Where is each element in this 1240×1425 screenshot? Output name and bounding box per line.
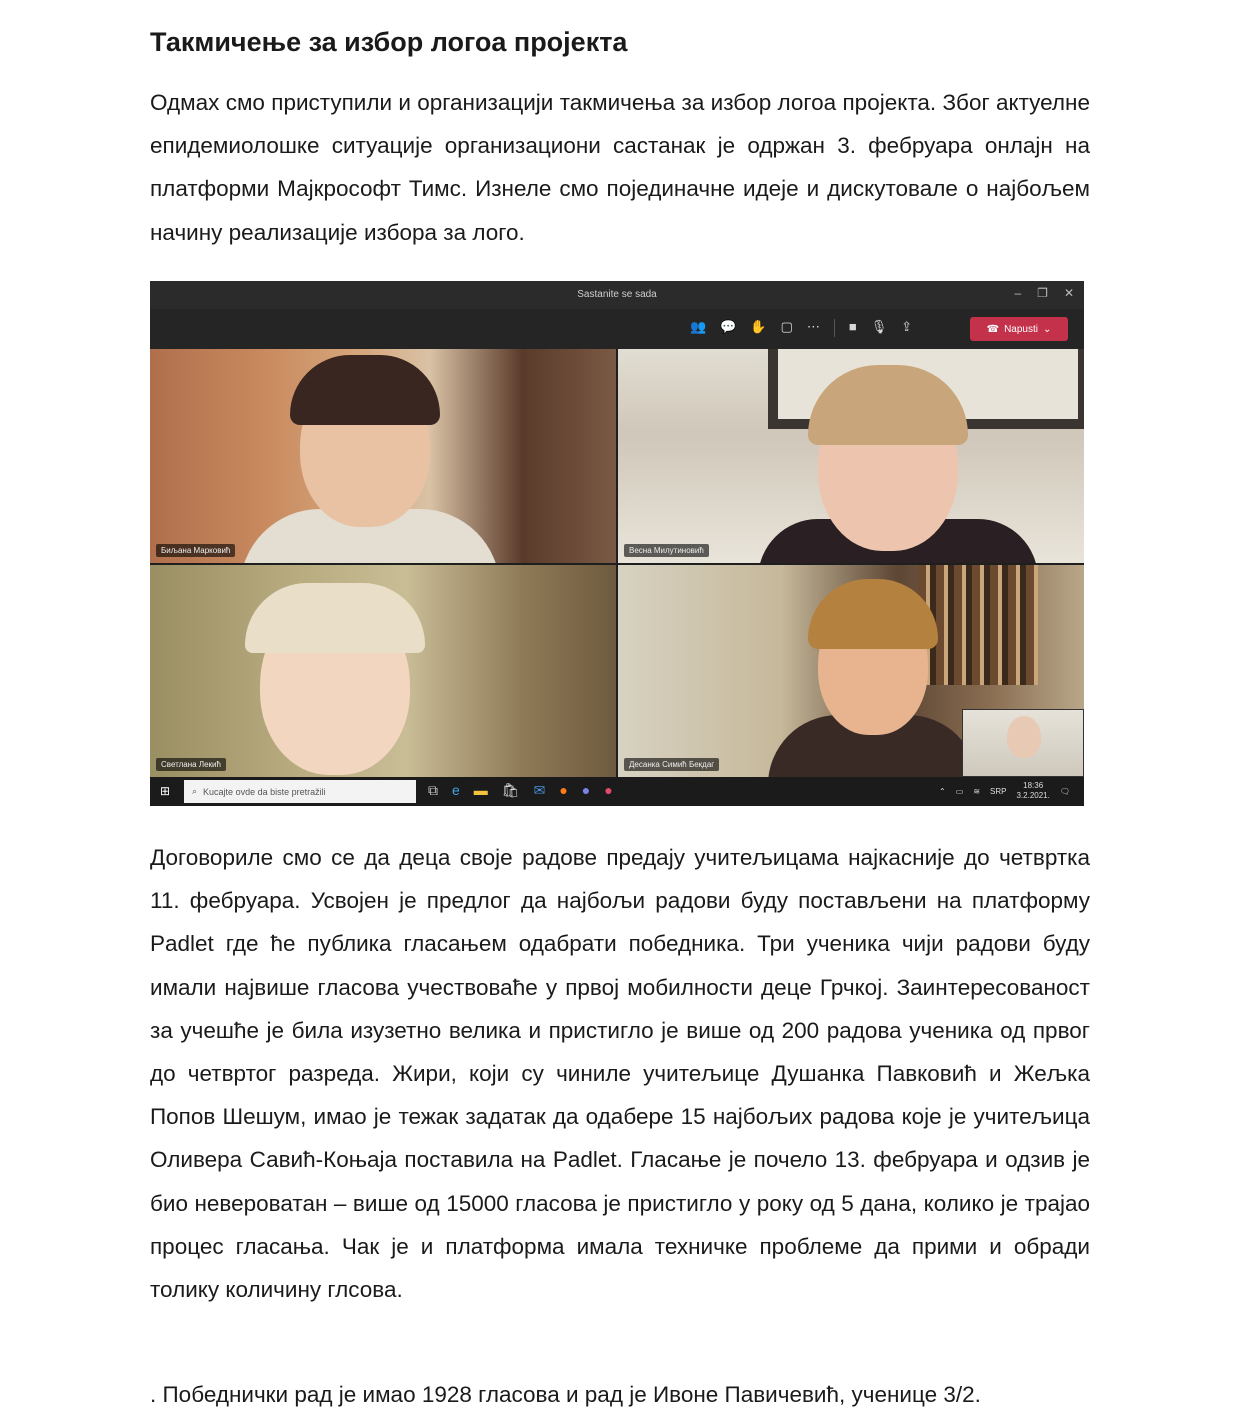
meeting-toolbar	[150, 309, 1084, 349]
self-view-face	[1007, 716, 1041, 758]
windows-start-icon: ⊞	[160, 784, 171, 798]
section-heading: Такмичење за избор логоа пројекта	[150, 27, 628, 57]
taskbar-apps	[428, 782, 613, 799]
edge-icon: e	[452, 782, 460, 798]
chat-icon: 💬	[720, 319, 737, 334]
clock	[1016, 781, 1049, 801]
participant-hair	[290, 355, 440, 425]
intro-paragraph: Одмах смо приступили и организацији такмичења за избор логоа пројекта. Због актуелне епидемиолошке ситуације организациони састанак је одржан 3. фебруара онлајн на платформи Мајкрософт Тимс. Изнеле смо појединачне идеје и дискутовале о најбољем начину реализације избора за лого.	[150, 90, 1090, 245]
teams-icon: ●	[581, 782, 591, 798]
participant-hair	[245, 583, 425, 653]
toolbar-divider	[834, 319, 835, 337]
meeting-controls	[690, 319, 912, 337]
closing-paragraph: . Победнички рад је имао 1928 гласова и рад је Ивоне Павичевић, ученице 3/2.	[150, 1382, 981, 1407]
language-indicator: SRP	[990, 786, 1007, 796]
video-tile-1	[150, 349, 616, 563]
search-icon: ⌕	[192, 786, 198, 796]
minimize-icon: –	[1014, 286, 1022, 300]
camera-icon: ■	[848, 319, 857, 334]
clock-time: 18:36	[1023, 781, 1044, 790]
battery-icon: ▭	[955, 786, 964, 796]
share-screen-icon: ⇪	[901, 319, 913, 334]
wifi-icon: ≋	[973, 786, 981, 796]
rooms-icon: ▢	[780, 319, 793, 334]
windows-taskbar	[150, 777, 1084, 806]
notifications-icon: 🗨	[1059, 786, 1070, 796]
window-controls	[1014, 286, 1074, 300]
raise-hand-icon: ✋	[750, 319, 767, 334]
chevron-down-icon: ⌄	[1042, 323, 1052, 335]
restore-icon: ❐	[1037, 286, 1048, 300]
store-icon: 🛍	[501, 782, 520, 798]
participant-name: Биљана Марковић	[156, 544, 235, 557]
video-tile-3	[150, 565, 616, 777]
firefox-icon: ●	[559, 782, 568, 798]
taskbar-search	[184, 780, 416, 803]
self-view-preview	[962, 709, 1084, 777]
file-explorer-icon: ▬	[473, 782, 488, 798]
more-icon: ⋯	[806, 319, 820, 334]
leave-button	[970, 317, 1068, 341]
app-icon: ●	[604, 782, 613, 798]
leave-label: Napusti	[1004, 323, 1038, 335]
close-icon: ✕	[1063, 286, 1074, 300]
system-tray	[939, 781, 1070, 801]
search-placeholder: Kucajte ovde da biste pretražili	[203, 786, 326, 797]
participant-name: Весна Милутиновић	[624, 544, 709, 557]
microphone-icon: 🎙	[870, 319, 888, 334]
window-titlebar	[150, 281, 1084, 309]
window-title: Sastanite se sada	[577, 289, 657, 300]
participants-icon: 👥	[690, 319, 707, 334]
body-paragraph: Договориле смо се да деца своје радове предају учитељицама најкасније до четвртка 11. фебруара. Усвојен је предлог да најбољи радови буду постављени на платформу Padlet где ће публика гласањем одабрати победника. Три ученика чији радови буду имали највише гласова учествоваће у првој мобилности деце Грчкој. Заинтересованост за учешће је била изузетно велика и пристигло је више од 200 радова ученика од првог до четвртог разреда. Жири, који су чиниле учитељице Душанка Павковић и Жељка Попов Шешум, имао је тежак задатак да одаберe 15 најбољих радова које је учитељица Оливера Савић-Коњаја поставила на Padlet. Гласање је почело 13. фебруара и одзив је био невероватан – више од 15000 гласова је пристигло у року од 5 дана, колико је трајао процес гласања. Чак је и платформа имала техничке проблеме да прими и обради толику количину глсова.	[150, 845, 1090, 1303]
video-tile-2	[618, 349, 1084, 563]
participant-name: Светлана Лекић	[156, 758, 226, 771]
phone-icon: ☎	[986, 323, 1000, 335]
chevron-up-icon: ⌃	[939, 786, 946, 796]
mail-icon: ✉	[533, 782, 546, 798]
teams-meeting-screenshot	[150, 281, 1084, 806]
video-tile-4	[618, 565, 1084, 777]
clock-date: 3.2.2021.	[1016, 791, 1050, 800]
participant-name: Десанка Симић Бекдаг	[624, 758, 719, 771]
task-view-icon: ⧉	[428, 782, 438, 798]
